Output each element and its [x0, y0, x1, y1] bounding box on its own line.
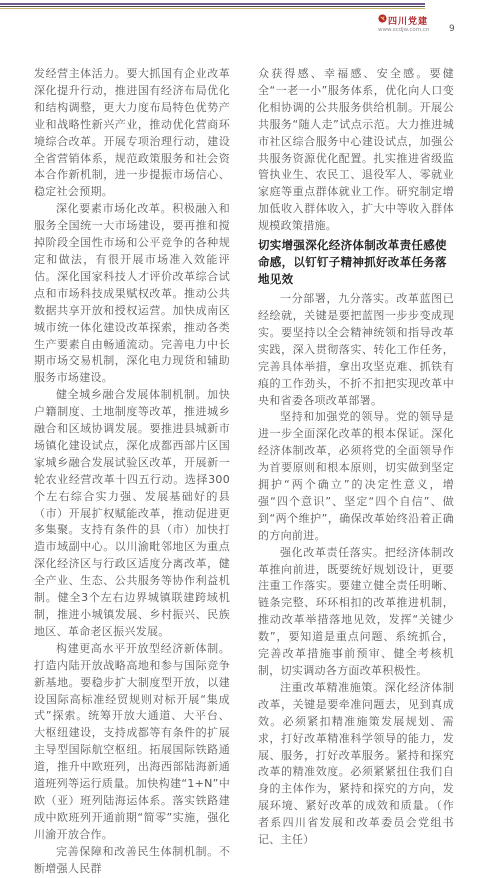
article-paragraph: 构建更高水平开放型经济新体制。打造内陆开放战略高地和参与国际竞争新基地。要稳步扩大制度型开放，以建设国际高标准经贸规则对标开展“集成式”探索。统筹开放大通道、大平台、大枢纽建设，支持成都等有条件的扩展主导型国际航空枢纽。拓展国际铁路通道，推升中欧班列，出海西部陆海新通道班列等运行质量。加快构建“1+N”中欧（亚）班列陆海运体系。落实铁路建成中欧班列开通前期“简零”实施，强化川渝开放合作。 [34, 641, 230, 841]
article-paragraph: 健全城乡融合发展体制机制。加快户籍制度、土地制度等改革，推进城乡融合和区域协调发展。要推进县城新市场镇化建设试点，深化成都西部片区国家城乡融合发展试验区改革，开展新一轮农业经营改革十四五行动。选择300个左右综合实力强、发展基础好的县（市）开展扩权赋能改革，推动促进更多集聚。支持有条件的县（市）加快打造市域副中心。以川渝毗邻地区为重点深化经济区与行政区适度分离改革，健全产业、生态、公共服务等协作利益机制。健全3个左右边界城镇联建跨域机制，推进小城镇发展、乡村振兴、民族地区、革命老区振兴发展。 [34, 388, 230, 638]
article-paragraph: 坚持和加强党的领导。党的领导是进一步全面深化改革的根本保证。深化经济体制改革，必须将党的全面领导作为首要原则和根本原则，切实做到坚定拥护“两个确立”的决定性意义，增强“四个意识”、坚定“四个自信”、做到“两个维护”，确保改革始终沿着正确的方向前进。 [258, 410, 454, 542]
article-paragraph: 注重改革精准施策。深化经济体制改革，关键是要牵准问题去，见到真成效。必须紧扣精准施策发展规划、需求，打好改革精准科学领导的能力，发展、服务，打好改革服务。紧持和探究改革的精准效度。必须紧紧扭住我们自身的主体作为，紧持和探究的方向，发展环境、紧好改革的成效和质量。（作者系四川省发展和改革委员会党组书记、主任） [258, 680, 454, 847]
page-header [0, 0, 484, 44]
header-stripe [0, 3, 425, 5]
header-stripe [0, 8, 425, 9]
article-paragraph: 发经营主体活力。要大抓国有企业改革深化提升行动，推进国有经济布局优化和结构调整，更大力度布局特色优势产业和战略性新兴产业，推动优化营商环境综合改革。开展专项治理行动，建设全省营销体系，规范政策服务和社会资本合作新机制，进一步提振市场信心、稳定社会预期。 [34, 67, 230, 199]
section-heading: 切实增强深化经济体制改革责任感使命感，以钉钉子精神抓好改革任务落地见效 [258, 238, 447, 287]
brand-title: 四川党建 [388, 17, 429, 27]
brand-logo [378, 14, 434, 40]
party-emblem-icon [378, 14, 387, 23]
article-paragraph: 完善保障和改善民生体制机制。不断增强人民群 [34, 844, 230, 875]
article-paragraph: 深化要素市场化改革。积极融入和服务全国统一大市场建设，要再推和搅掉阶段全国性市场和公平竞争的各种规定和做法，有很开展市场准入效能评估。深化国家科技人才评价改革综合试点和市场科技成果赋权改革。推动公共数据共享开放和授权运营。加快成南区城市统一体化建设改革探索，推动各类生产要素自由畅通流动。完善电力中长期市场交易机制，深化电力现货和辅助服务市场建设。 [34, 202, 230, 385]
article-paragraph: 众获得感、幸福感、安全感。要健全“一老一小”服务体系，优化向人口变化相协调的公共服务供给机制。开展公共服务“随人走”试点示范。大力推进城市社区综合服务中心建设试点，加强公共服务资源优化配置。扎实推进省级监管执业生、农民工、退役军人、零就业家庭等重点群体就业工作。研究制定增加低收入群体收入，扩大中等收入群体规模政策措施。 [258, 67, 454, 233]
article-column-right [258, 66, 454, 849]
article-paragraph: 一分部署，九分落实。改革蓝图已经绘就，关键是要把蓝图一步步变成现实。要坚持以全会精神统领和指导改革实践，深入贯彻落实、转化工作任务，完善具体举措，拿出攻坚克难、抓铁有痕的工作劲头，不折不扣把实现改革中央和省委各项改革部署。 [258, 292, 454, 407]
header-stripe [0, 6, 425, 7]
article-paragraph: 强化改革责任落实。把经济体制改革推向前进，既要统好规划设计，更要注重工作落实。要建立健全责任明晰、链条完整、环环相扣的改革推进机制，推动改革举措落地见效，发挥“关键少数”，要知道是重点问题、系统抓合，完善改革措施事前预审、健全考核机制，切实调动各方面改革积极性。 [258, 545, 454, 677]
brand-url: www.scdjw.com.cn [378, 27, 430, 33]
page-number: 9 [449, 24, 455, 34]
article-column-left [34, 66, 230, 878]
